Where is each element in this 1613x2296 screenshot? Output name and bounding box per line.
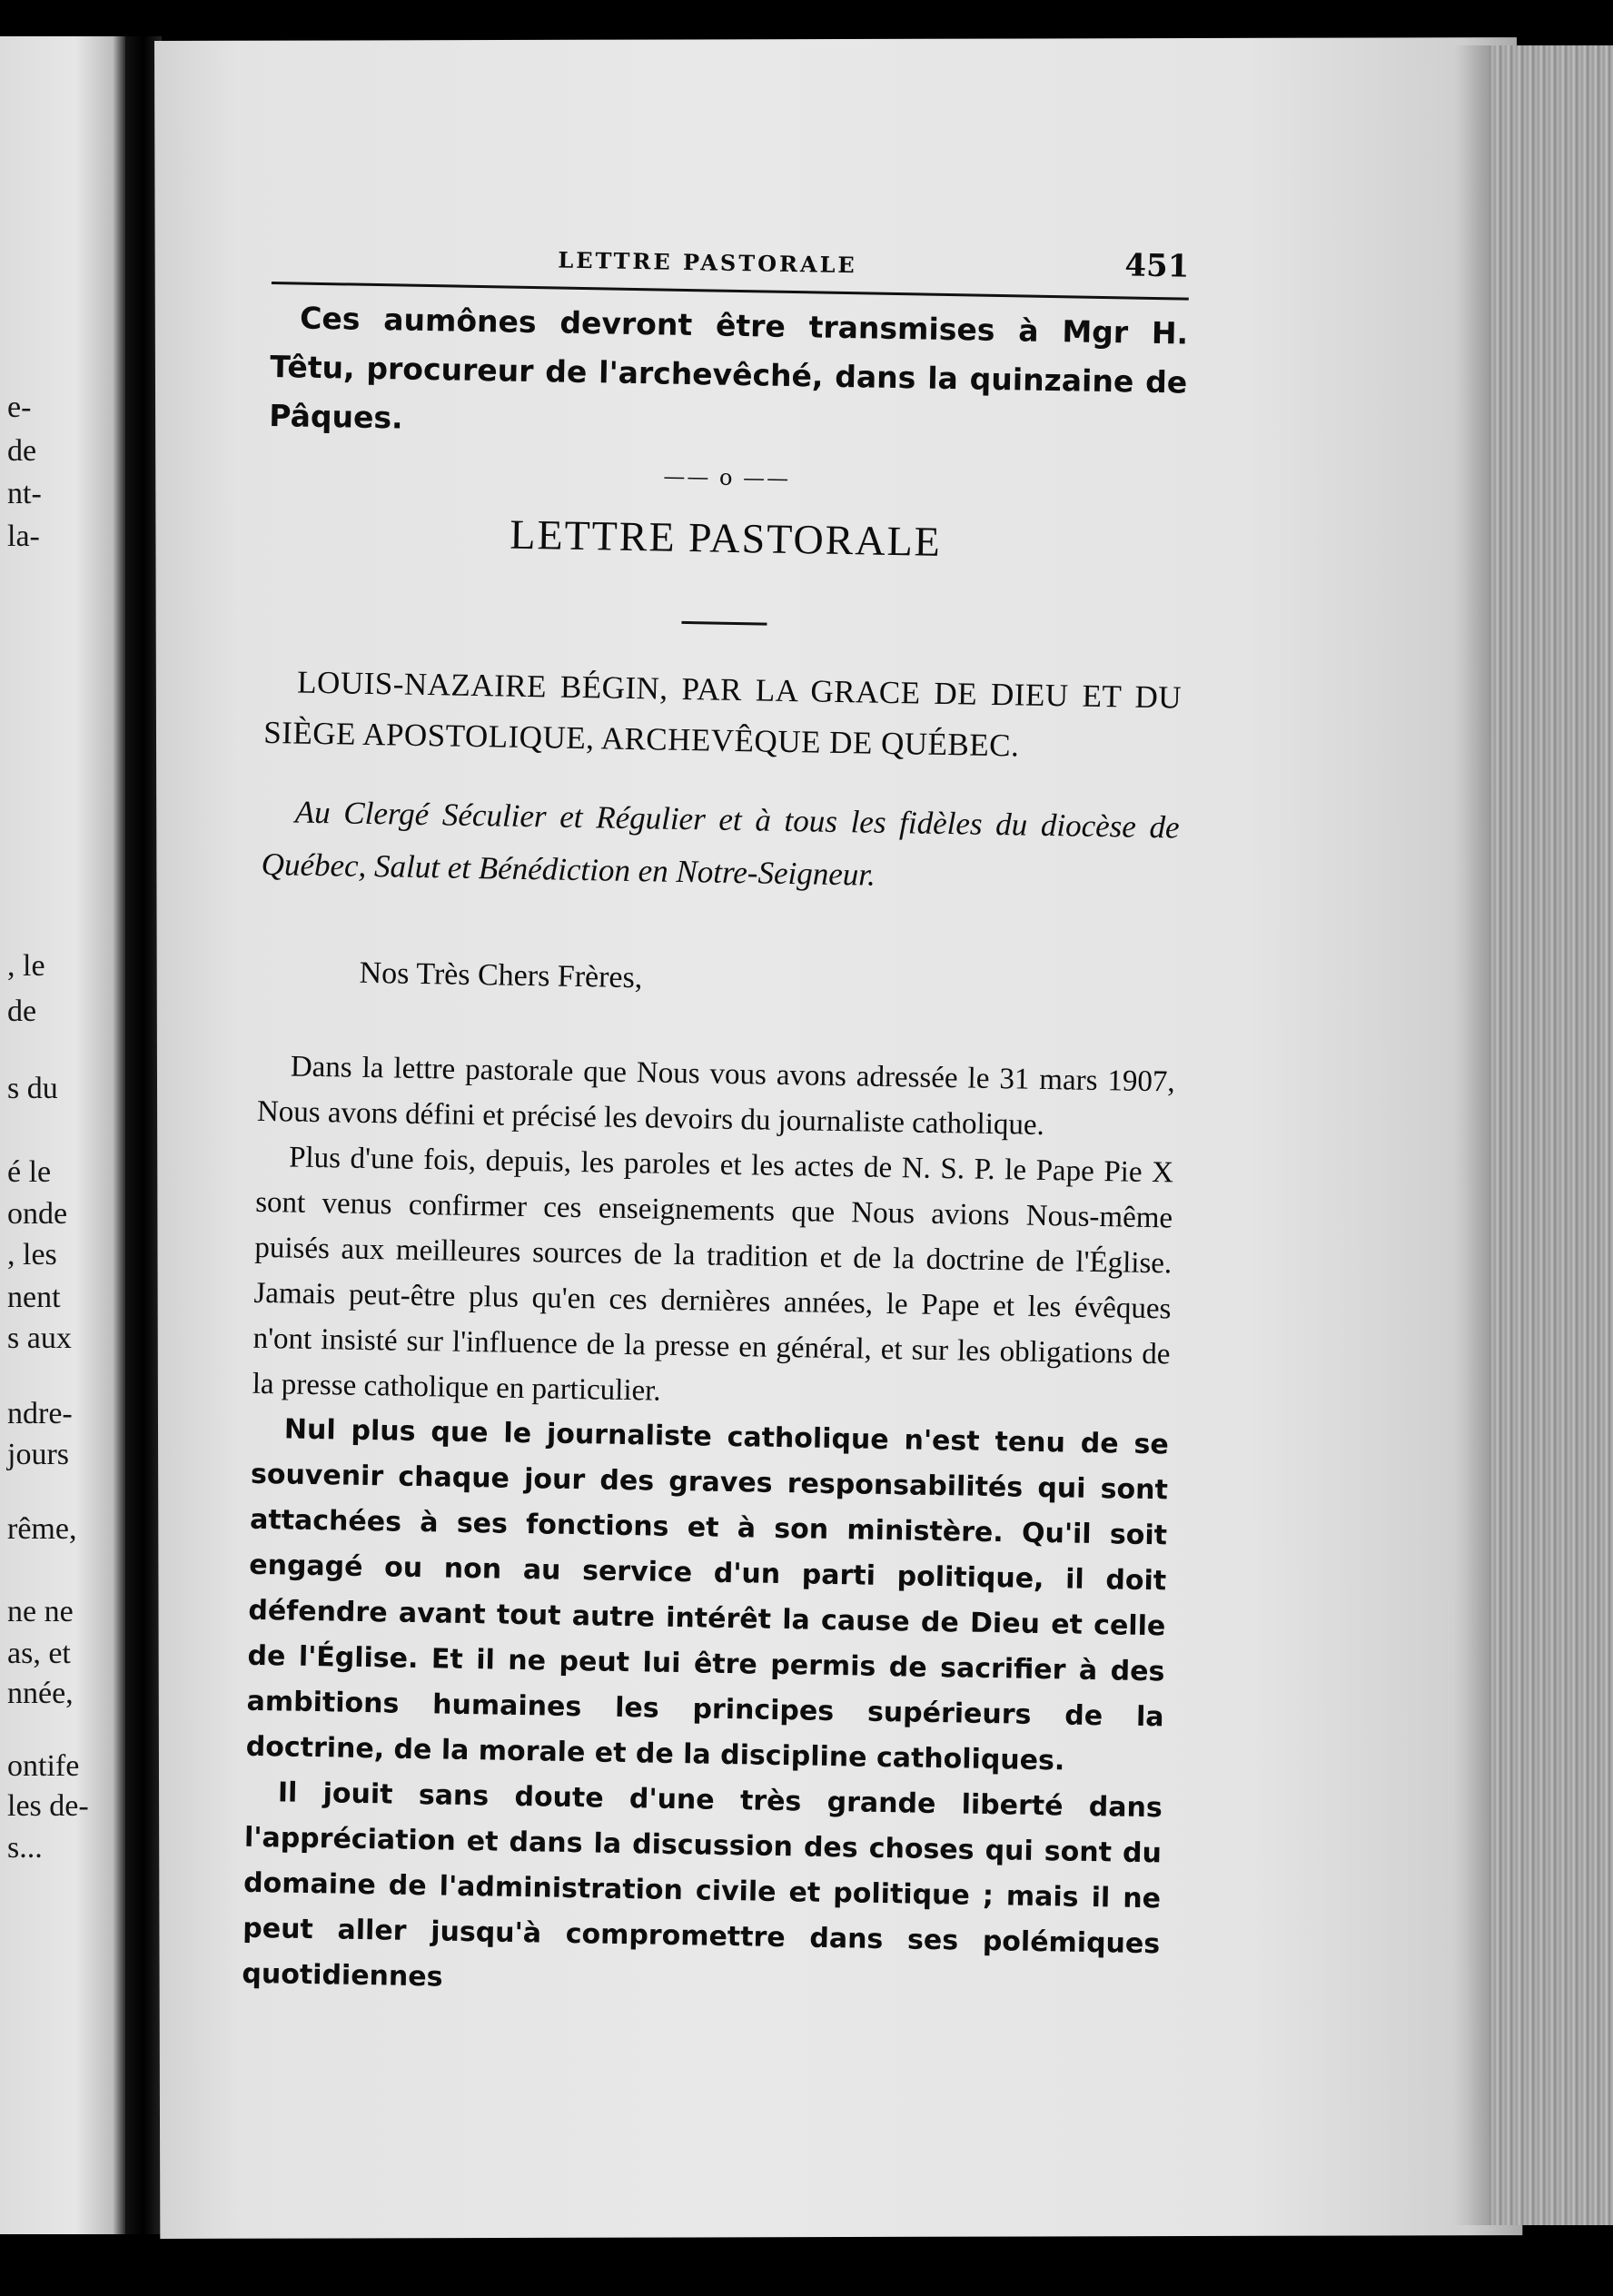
previous-page-text-fragment: ontife xyxy=(7,1749,80,1783)
address-line: Au Clergé Séculier et Régulier et à tous les fidèles du diocèse de Québec, Salut et Bénédiction en Notre-Seigneur. xyxy=(261,794,1180,893)
body-paragraph: Dans la lettre pastorale que Nous vous avons adressée le 31 mars 1907, Nous avons défini et précisé les devoirs du journaliste catholique. xyxy=(256,1050,1176,1142)
previous-page-text-fragment: de xyxy=(7,434,37,468)
previous-page-text-fragment: s du xyxy=(7,1072,58,1105)
previous-page-text-fragment: , les xyxy=(7,1238,57,1272)
previous-page-text-fragment: nent xyxy=(7,1281,61,1314)
previous-page-text-fragment: nnée, xyxy=(7,1677,74,1710)
alms-notice: Ces aumônes devront être transmises à Mgr H. Têtu, procureur de l'archevêché, dans la quinzaine de Pâques. xyxy=(269,300,1189,436)
previous-page-text-fragment: nt- xyxy=(7,477,42,510)
previous-page-text-fragment: la- xyxy=(7,520,40,553)
previous-page-text-fragment: ne ne xyxy=(7,1595,74,1628)
page-number: 451 xyxy=(1124,247,1190,285)
previous-page-text-fragment: as, et xyxy=(7,1637,71,1670)
author-line: LOUIS-NAZAIRE BÉGIN, PAR LA GRACE DE DIEU ET DU SIÈGE APOSTOLIQUE, ARCHEVÊQUE DE QUÉBEC. xyxy=(262,664,1183,764)
previous-page-text-fragment: de xyxy=(7,995,37,1028)
salutation: Nos Très Chers Frères, xyxy=(359,955,643,995)
previous-page-text-fragment: s... xyxy=(7,1831,43,1865)
section-separator: —— o —— xyxy=(663,463,791,491)
previous-page-text-fragment: e- xyxy=(7,391,32,424)
page-stack-edges xyxy=(1489,45,1613,2225)
previous-page-text-fragment: rême, xyxy=(7,1512,77,1546)
previous-page-text-fragment: s aux xyxy=(7,1321,72,1355)
previous-page-text-fragment: ndre- xyxy=(7,1397,73,1430)
previous-page-text-fragment: jours xyxy=(7,1438,69,1471)
body-paragraph: Il jouit sans doute d'une très grande liberté dans l'appréciation et dans la discussion des choses qui sont du domaine de l'administration civile et politique ; mais il ne peut aller jusqu'à compromettre dans ses polémiques quotidiennes xyxy=(242,1776,1163,1994)
letter-title: LETTRE PASTORALE xyxy=(509,510,943,565)
previous-page-edge xyxy=(0,36,125,2234)
body-paragraph: Plus d'une fois, depuis, les paroles et les actes de N. S. P. le Pape Pie X sont venus confirmer ces enseignements que Nous avions Nous-même puisés aux meilleures sources de la tradition et de la doctrine de l'Église. Jamais peut-être plus qu'en ces dernières années, le Pape et les évêques n'ont insisté sur l'influence de la presse en général, et sur les obligations de la presse catholique en particulier. xyxy=(252,1141,1174,1408)
previous-page-text-fragment: les de- xyxy=(7,1789,89,1823)
running-title: LETTRE PASTORALE xyxy=(558,246,858,279)
previous-page-text-fragment: onde xyxy=(7,1197,68,1231)
page-content xyxy=(242,227,1190,2013)
previous-page-text-fragment: é le xyxy=(7,1155,52,1189)
body-paragraph: Nul plus que le journaliste catholique n'est tenu de se souvenir chaque jour des graves responsabilités qui sont attachées à ses fonctions et à son ministère. Qu'il soit engagé ou non au service d'un parti politique, il doit défendre avant tout autre intérêt la cause de Dieu et celle de l'Église. Et il ne peut lui être permis de sacrifier à des ambitions humaines les principes supérieurs de la doctrine, de la morale et de la discipline catholiques. xyxy=(245,1413,1170,1777)
title-rule xyxy=(681,621,767,626)
previous-page-text-fragment: , le xyxy=(7,949,45,983)
